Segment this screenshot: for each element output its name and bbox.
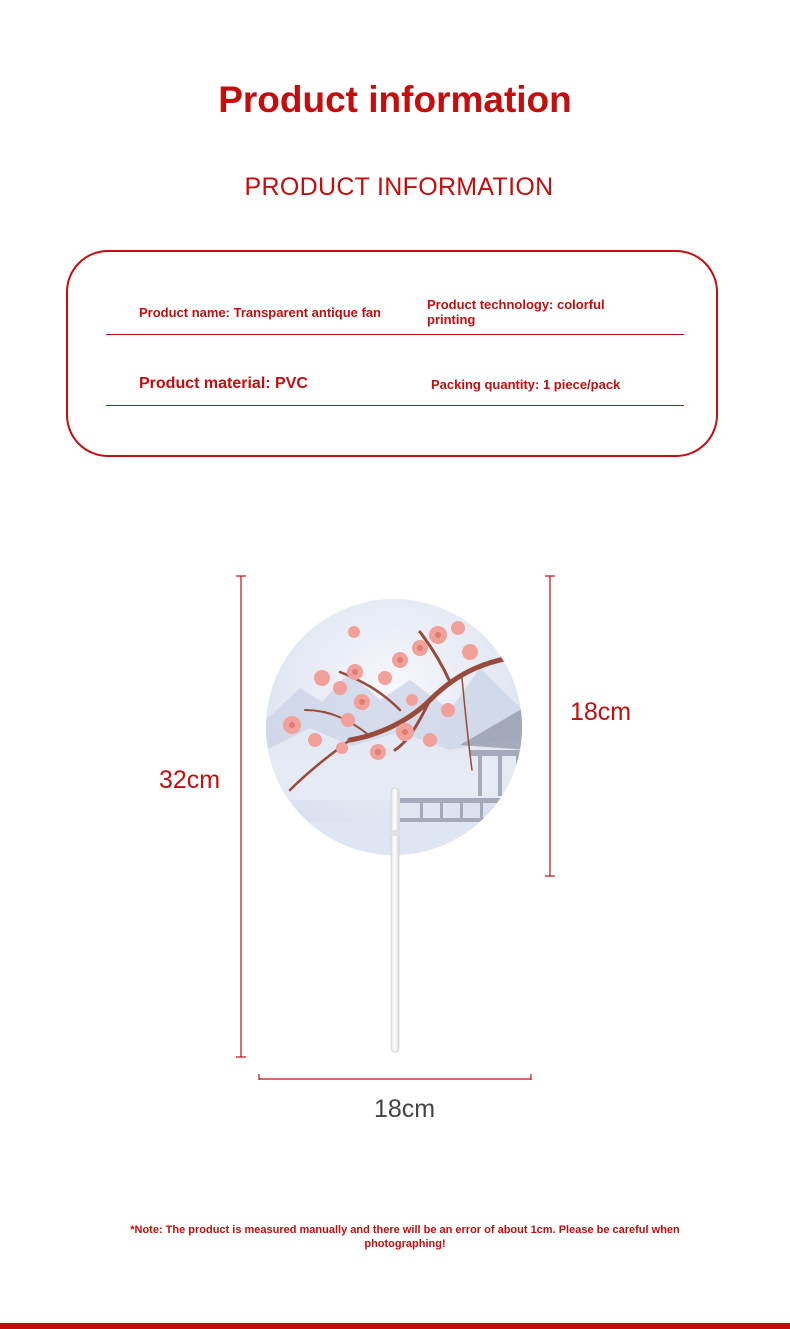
page-title: Product information xyxy=(218,79,572,120)
info-divider-1 xyxy=(106,334,684,335)
height-label: 32cm xyxy=(159,766,221,794)
diameter-dimension-line xyxy=(545,576,555,876)
product-material-field: Product material: PVC xyxy=(139,375,308,392)
info-divider-2 xyxy=(106,405,684,406)
product-name-field: Product name: Transparent antique fan xyxy=(139,305,381,320)
measurement-note: *Note: The product is measured manually and there will be an error of about 1cm. Please be careful when photographing! xyxy=(130,1224,680,1250)
width-label: 18cm xyxy=(374,1095,436,1123)
product-technology-field: Product technology: colorful printing xyxy=(427,297,605,327)
width-dimension-line xyxy=(259,1074,531,1080)
diameter-label: 18cm xyxy=(570,698,632,726)
fan-handle xyxy=(390,788,400,1052)
bottom-bar xyxy=(0,1323,790,1329)
product-info-card xyxy=(66,250,718,457)
packing-quantity-field: Packing quantity: 1 piece/pack xyxy=(431,377,621,392)
fan-illustration xyxy=(0,560,790,1080)
height-dimension-line xyxy=(236,576,246,1057)
page-subtitle: PRODUCT INFORMATION xyxy=(244,173,554,201)
